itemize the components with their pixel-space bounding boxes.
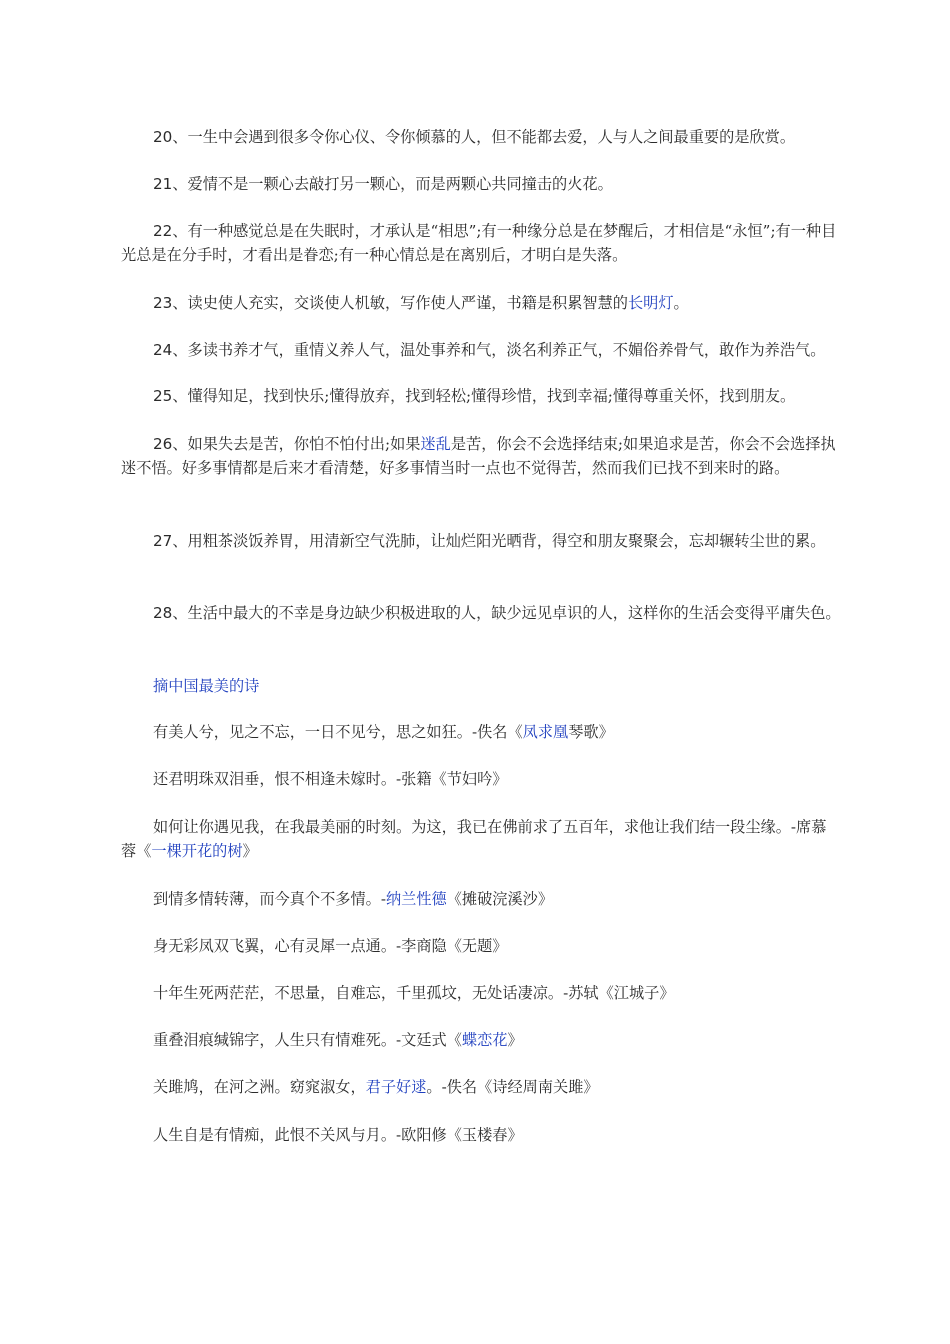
poem-link[interactable]: 蝶恋花 bbox=[461, 1031, 508, 1049]
quote-text: 、爱情不是一颗心去敲打另一颗心，而是两颗心共同撞击的火花。 bbox=[172, 175, 613, 193]
quote-28 bbox=[121, 601, 841, 625]
poem-text: 如何让你遇见我，在我最美丽的时刻。为这，我已在佛前求了五百年，求他让我们结一段尘缘。-席慕蓉《 bbox=[121, 818, 827, 860]
poem-text-end: 》 bbox=[242, 842, 258, 860]
poem-text: 十年生死两茫茫，不思量，自难忘，千里孤坟，无处话凄凉。-苏轼《江城子》 bbox=[153, 984, 675, 1002]
quote-27 bbox=[121, 529, 841, 553]
poem-text: 重叠泪痕缄锦字，人生只有情难死。-文廷式《 bbox=[153, 1031, 462, 1049]
quote-24 bbox=[121, 338, 841, 362]
quote-number: 24 bbox=[153, 341, 173, 359]
poem-line bbox=[121, 887, 841, 911]
section-heading[interactable] bbox=[121, 674, 841, 698]
poem-link[interactable]: 君子好逑 bbox=[365, 1078, 427, 1096]
quote-text: 、多读书养才气，重情义养人气，温处事养和气，淡名利养正气，不媚俗养骨气，敢作为养浩气。 bbox=[172, 341, 826, 359]
poem-text-end: 。-佚名《诗经周南关雎》 bbox=[426, 1078, 599, 1096]
quote-text-end: 。 bbox=[673, 294, 689, 312]
quote-23 bbox=[121, 291, 841, 315]
quote-text: 、生活中最大的不幸是身边缺少积极进取的人，缺少远见卓识的人，这样你的生活会变得平庸失色。 bbox=[172, 604, 841, 622]
quote-26 bbox=[121, 432, 841, 480]
quote-number: 23 bbox=[153, 294, 173, 312]
poem-text-end: 》 bbox=[507, 1031, 523, 1049]
quote-20 bbox=[121, 125, 841, 149]
quote-number: 22 bbox=[153, 222, 173, 240]
quote-number: 25 bbox=[153, 387, 173, 405]
poem-text: 还君明珠双泪垂，恨不相逢未嫁时。-张籍《节妇吟》 bbox=[153, 770, 508, 788]
poem-line bbox=[121, 981, 841, 1005]
poem-text: 身无彩凤双飞翼，心有灵犀一点通。-李商隐《无题》 bbox=[153, 937, 508, 955]
quote-text-end: 是苦，你会不会选择结束;如果追求是苦，你会不会选择执迷不悟。好多事情都是后来才看清楚，好多事情当时一点也不觉得苦，然而我们已找不到来时的路。 bbox=[121, 435, 836, 477]
poem-text: 有美人兮，见之不忘，一日不见兮，思之如狂。-佚名《 bbox=[153, 723, 523, 741]
quote-number: 20 bbox=[153, 128, 173, 146]
poem-text-end: 琴歌》 bbox=[568, 723, 614, 741]
quote-text: 、有一种感觉总是在失眠时，才承认是“相思”;有一种缘分总是在梦醒后，才相信是“永恒”;有一种目光总是在分手时，才看出是眷恋;有一种心情总是在离别后，才明白是失落。 bbox=[121, 222, 837, 264]
quote-link[interactable]: 迷乱 bbox=[420, 435, 451, 453]
poem-line bbox=[121, 767, 841, 791]
quote-number: 21 bbox=[153, 175, 173, 193]
poem-text: 到情多情转薄，而今真个不多情。- bbox=[153, 890, 386, 908]
quote-link[interactable]: 长明灯 bbox=[627, 294, 674, 312]
poem-line bbox=[121, 1075, 841, 1099]
poem-text: 关雎鸠，在河之洲。窈窕淑女， bbox=[153, 1078, 366, 1096]
poem-link[interactable]: 凤求凰 bbox=[522, 723, 569, 741]
section-heading-link[interactable]: 摘中国最美的诗 bbox=[153, 677, 260, 695]
quote-21 bbox=[121, 172, 841, 196]
poem-line bbox=[121, 720, 841, 744]
poem-link[interactable]: 纳兰性德 bbox=[385, 890, 447, 908]
poem-text: 人生自是有情痴，此恨不关风与月。-欧阳修《玉楼春》 bbox=[153, 1126, 523, 1144]
quote-number: 28 bbox=[153, 604, 173, 622]
quote-text: 、一生中会遇到很多令你心仪、令你倾慕的人，但不能都去爱，人与人之间最重要的是欣赏。 bbox=[172, 128, 796, 146]
quote-22 bbox=[121, 219, 841, 267]
quote-number: 26 bbox=[153, 435, 173, 453]
poem-line bbox=[121, 1123, 841, 1147]
poem-line bbox=[121, 934, 841, 958]
quote-text: 、读史使人充实，交谈使人机敏，写作使人严谨，书籍是积累智慧的 bbox=[172, 294, 628, 312]
poem-link[interactable]: 一棵开花的树 bbox=[151, 842, 243, 860]
quote-25 bbox=[121, 384, 841, 408]
quote-text: 、懂得知足，找到快乐;懂得放弃，找到轻松;懂得珍惜，找到幸福;懂得尊重关怀，找到朋友。 bbox=[172, 387, 796, 405]
poem-line bbox=[121, 815, 841, 863]
quote-number: 27 bbox=[153, 532, 173, 550]
poem-line bbox=[121, 1028, 841, 1052]
quote-text: 、如果失去是苦，你怕不怕付出;如果 bbox=[172, 435, 421, 453]
quote-text: 、用粗茶淡饭养胃，用清新空气洗肺，让灿烂阳光晒背，得空和朋友聚聚会，忘却辗转尘世的累。 bbox=[172, 532, 826, 550]
poem-text-end: 《摊破浣溪沙》 bbox=[446, 890, 554, 908]
